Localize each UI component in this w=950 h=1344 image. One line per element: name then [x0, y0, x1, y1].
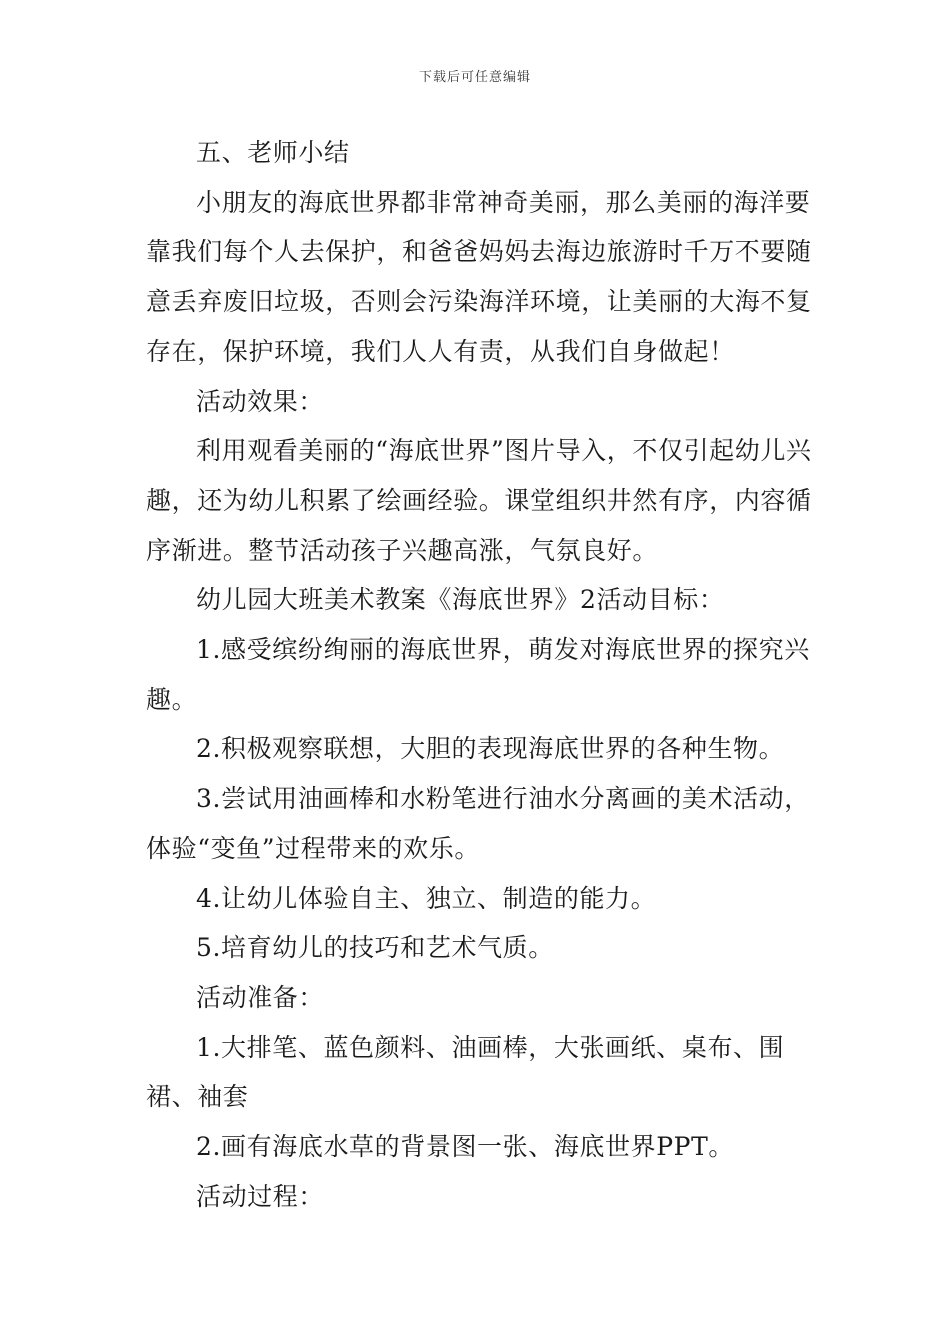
section-heading-process: 活动过程： [196, 1181, 325, 1211]
paragraph-effect: 利用观看美丽的“海底世界”图片导入，不仅引起幼儿兴趣，还为幼儿积累了绘画经验。课堂组织井然有序，内容循序渐进。整节活动孩子兴趣高涨，气氛良好。 [146, 436, 812, 565]
section-heading-effect: 活动效果： [196, 386, 325, 416]
paragraph-summary: 小朋友的海底世界都非常神奇美丽，那么美丽的海洋要靠我们每个人去保护，和爸爸妈妈去海边旅游时千万不要随意丢弃废旧垃圾，否则会污染海洋环境，让美丽的大海不复存在，保护环境，我们人人有责，从我们自身做起！ [146, 187, 812, 366]
page-header-note: 下载后可任意编辑 [418, 70, 531, 85]
goal-item-5: 5.培育幼儿的技巧和艺术气质。 [196, 933, 554, 963]
section-heading-preparation: 活动准备： [196, 982, 325, 1012]
section-heading-summary: 五、老师小结 [196, 138, 350, 167]
preparation-item-2: 2.画有海底水草的背景图一张、海底世界PPT。 [196, 1132, 734, 1162]
goal-item-4: 4.让幼儿体验自主、独立、制造的能力。 [196, 883, 657, 913]
lesson-title-goals: 幼儿园大班美术教案《海底世界》2活动目标： [196, 585, 725, 615]
goal-item-1: 1.感受缤纷绚丽的海底世界，萌发对海底世界的探究兴趣。 [146, 635, 810, 714]
preparation-item-1: 1.大排笔、蓝色颜料、油画棒，大张画纸、桌布、围裙、袖套 [146, 1032, 785, 1112]
document-body [146, 128, 812, 1221]
goal-item-3: 3.尝试用油画棒和水粉笔进行油水分离画的美术活动，体验“变鱼”过程带来的欢乐。 [146, 784, 810, 863]
goal-item-2: 2.积极观察联想，大胆的表现海底世界的各种生物。 [196, 734, 785, 764]
